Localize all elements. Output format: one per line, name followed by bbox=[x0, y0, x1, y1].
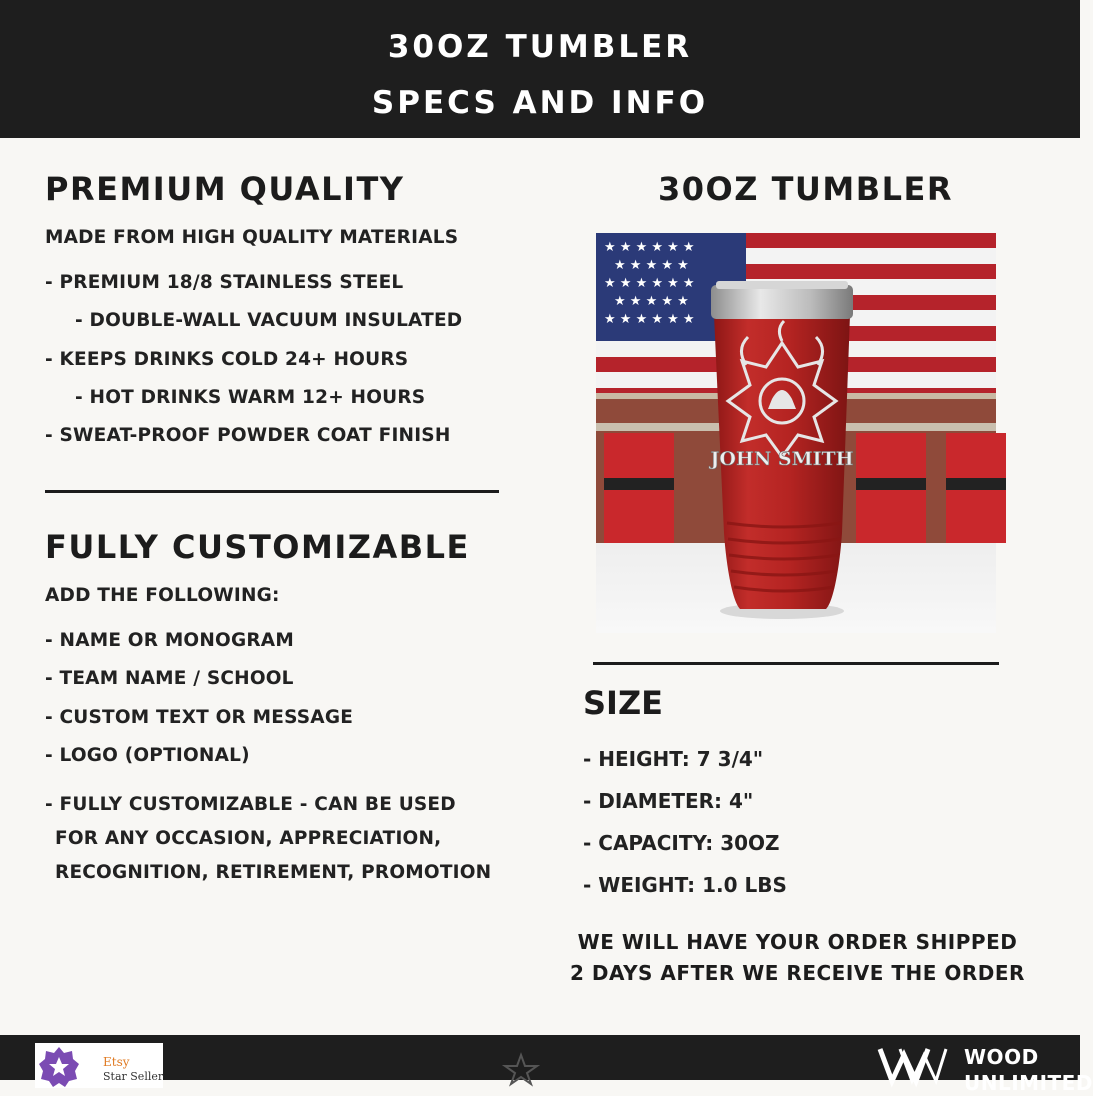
premium-quality-heading: PREMIUM QUALITY bbox=[45, 170, 405, 208]
section-divider bbox=[45, 490, 499, 493]
shipping-line: WE WILL HAVE YOUR ORDER SHIPPED bbox=[577, 930, 1018, 954]
page-header bbox=[0, 0, 1080, 138]
brand-logo-line1: WOOD bbox=[964, 1045, 1039, 1069]
custom-note-line: - FULLY CUSTOMIZABLE - CAN BE USED bbox=[45, 794, 456, 815]
size-item: - WEIGHT: 1.0 LBS bbox=[583, 873, 787, 897]
header-title-line2: SPECS AND INFO bbox=[371, 85, 709, 121]
size-heading: SIZE bbox=[583, 684, 664, 722]
size-item: - DIAMETER: 4" bbox=[583, 789, 754, 813]
brand-logo-line2: UNLIMITED bbox=[964, 1071, 1093, 1095]
product-photo bbox=[596, 233, 996, 633]
custom-item: - LOGO (OPTIONAL) bbox=[45, 745, 250, 766]
custom-item: - TEAM NAME / SCHOOL bbox=[45, 668, 294, 689]
star-icon bbox=[503, 1053, 539, 1085]
product-title: 30OZ TUMBLER bbox=[658, 170, 954, 208]
badge-star-icon bbox=[37, 1045, 81, 1089]
header-title-line1: 30OZ TUMBLER bbox=[387, 29, 693, 65]
svg-text:★ ★ ★ ★ ★ ★: ★ ★ ★ ★ ★ ★ bbox=[604, 276, 695, 291]
size-item: - HEIGHT: 7 3/4" bbox=[583, 747, 764, 771]
etsy-star-seller-badge bbox=[35, 1043, 163, 1088]
custom-item: - NAME OR MONOGRAM bbox=[45, 630, 294, 651]
size-item: - CAPACITY: 30OZ bbox=[583, 831, 780, 855]
svg-text:★ ★ ★ ★ ★: ★ ★ ★ ★ ★ bbox=[614, 294, 689, 309]
svg-text:★ ★ ★ ★ ★ ★: ★ ★ ★ ★ ★ ★ bbox=[604, 240, 695, 255]
quality-item: - PREMIUM 18/8 STAINLESS STEEL bbox=[45, 272, 404, 293]
quality-item: - DOUBLE-WALL VACUUM INSULATED bbox=[75, 310, 463, 331]
quality-item: - KEEPS DRINKS COLD 24+ HOURS bbox=[45, 349, 409, 370]
section-divider bbox=[593, 662, 999, 665]
badge-etsy-label: Etsy bbox=[103, 1055, 130, 1069]
wood-logo-icon bbox=[878, 1043, 948, 1083]
engraving-text: JOHN SMITH bbox=[710, 448, 854, 470]
shipping-line: 2 DAYS AFTER WE RECEIVE THE ORDER bbox=[570, 961, 1025, 985]
brand-logo-text bbox=[964, 1044, 1093, 1096]
quality-item: - HOT DRINKS WARM 12+ HOURS bbox=[75, 387, 426, 408]
page-footer bbox=[0, 1035, 1093, 1095]
badge-star-seller-label: Star Seller bbox=[103, 1070, 164, 1083]
custom-intro: ADD THE FOLLOWING: bbox=[45, 585, 280, 606]
svg-text:★ ★ ★ ★ ★ ★: ★ ★ ★ ★ ★ ★ bbox=[604, 312, 695, 327]
svg-text:★ ★ ★ ★ ★: ★ ★ ★ ★ ★ bbox=[614, 258, 689, 273]
custom-note-line: FOR ANY OCCASION, APPRECIATION, bbox=[55, 828, 442, 849]
tumbler-photo-illustration bbox=[596, 233, 996, 633]
custom-note-line: RECOGNITION, RETIREMENT, PROMOTION bbox=[55, 862, 492, 883]
custom-item: - CUSTOM TEXT OR MESSAGE bbox=[45, 707, 354, 728]
fully-customizable-heading: FULLY CUSTOMIZABLE bbox=[45, 528, 470, 566]
quality-item: - SWEAT-PROOF POWDER COAT FINISH bbox=[45, 425, 451, 446]
quality-intro: MADE FROM HIGH QUALITY MATERIALS bbox=[45, 227, 459, 248]
